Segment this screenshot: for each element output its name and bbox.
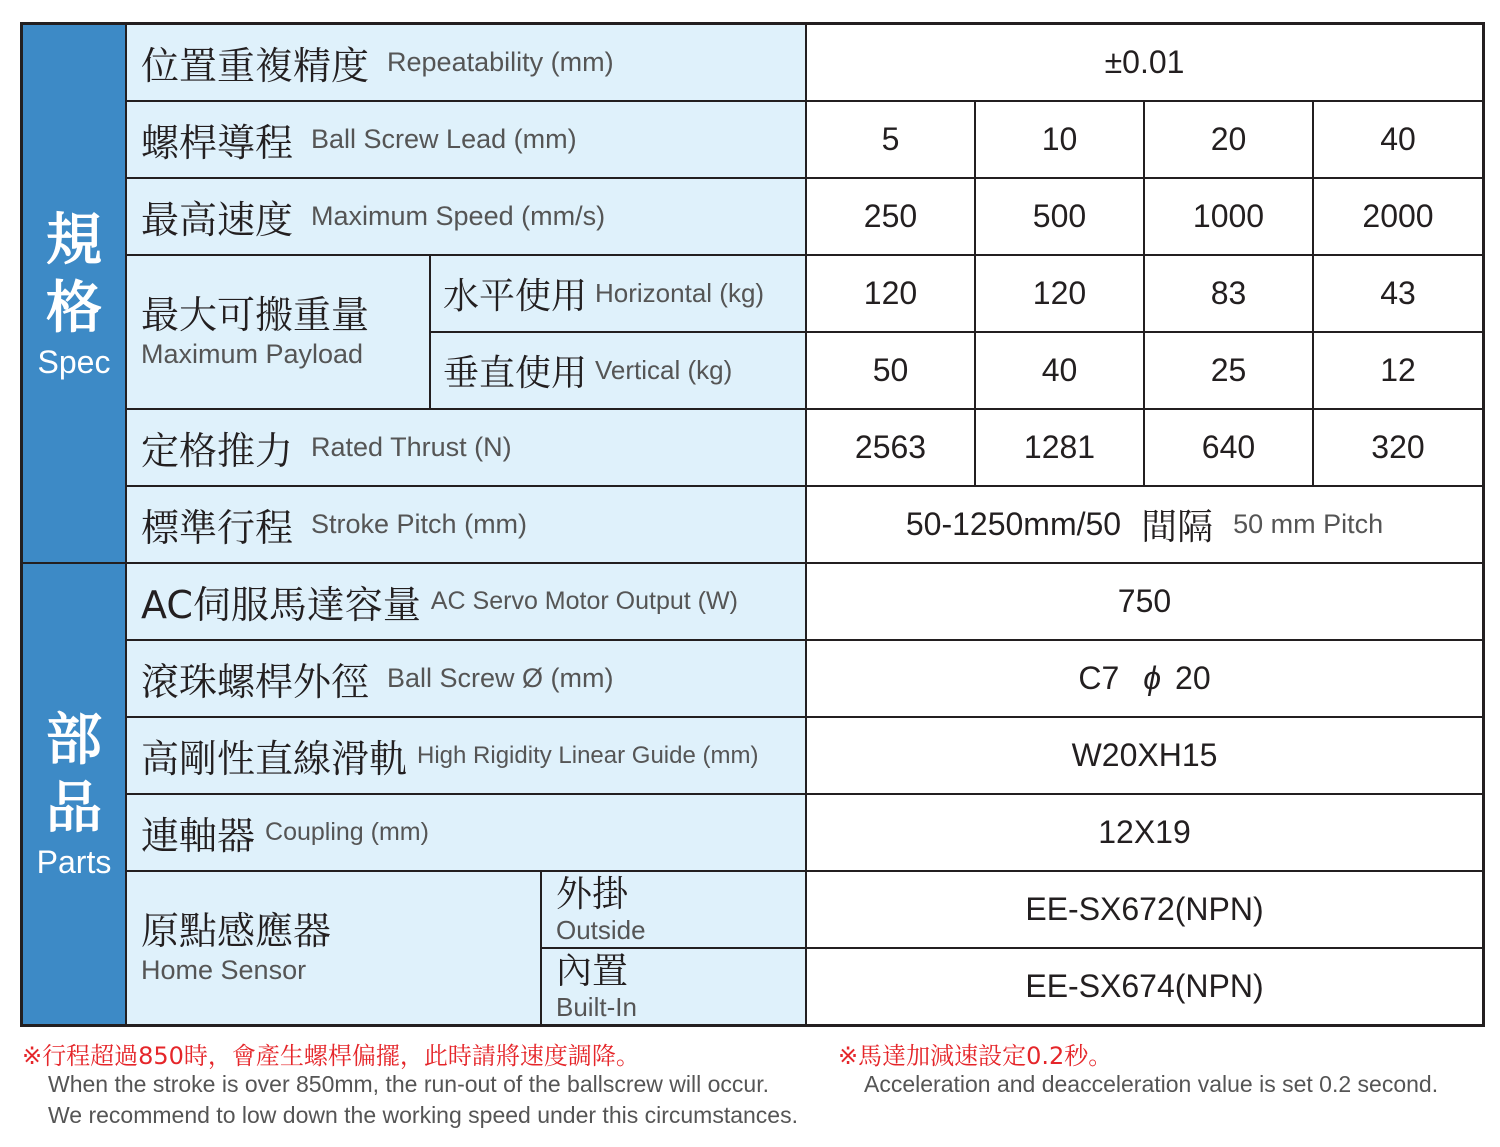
outside-zh: 外掛 <box>556 873 629 915</box>
section-parts-zh2: 品 <box>46 776 102 841</box>
section-parts-zh1: 部 <box>46 708 102 773</box>
horizontal-value: 120 <box>807 256 976 333</box>
row-lead-label <box>127 102 807 179</box>
payload-en: Maximum Payload <box>141 339 364 369</box>
stroke-value <box>807 487 1482 564</box>
stroke-value-en: 50 mm Pitch <box>1233 509 1384 539</box>
thrust-value: 640 <box>1145 410 1314 487</box>
motor-zh: AC伺服馬達容量 <box>141 583 421 627</box>
section-parts-en: Parts <box>36 844 112 880</box>
payload-zh: 最大可搬重量 <box>141 293 370 337</box>
ballscrew-value-grade: C7 <box>1078 660 1120 696</box>
coupling-zh: 連軸器 <box>141 814 256 858</box>
speed-en: Maximum Speed (mm/s) <box>311 201 606 231</box>
builtin-en: Built-In <box>556 991 637 1022</box>
stroke-value-main: 50-1250mm/50 <box>905 506 1122 542</box>
payload-horizontal-label <box>431 256 807 333</box>
repeatability-en: Repeatability (mm) <box>387 47 614 77</box>
lead-zh: 螺桿導程 <box>141 121 294 165</box>
row-speed-label <box>127 179 807 256</box>
vertical-value: 40 <box>976 333 1145 410</box>
note-stroke-en-2: We recommend to low down the working speed under this circumstances. <box>48 1102 798 1128</box>
sensor-builtin-label <box>542 949 807 1024</box>
stroke-en: Stroke Pitch (mm) <box>311 509 528 539</box>
ballscrew-value <box>807 641 1482 718</box>
horizontal-value: 83 <box>1145 256 1314 333</box>
stroke-zh: 標準行程 <box>141 506 294 550</box>
row-guide-label <box>127 718 807 795</box>
note-stroke-en-1: When the stroke is over 850mm, the run-out of the ballscrew will occur. <box>48 1071 769 1097</box>
row-coupling-label <box>127 795 807 872</box>
row-sensor-label <box>127 872 542 1024</box>
thrust-value: 1281 <box>976 410 1145 487</box>
row-thrust-label <box>127 410 807 487</box>
ballscrew-value-diameter: 20 <box>1175 660 1211 696</box>
horizontal-value: 43 <box>1314 256 1482 333</box>
note-accel-zh: ※馬達加減速設定0.2秒。 <box>838 1042 1113 1070</box>
sensor-zh: 原點感應器 <box>141 909 332 953</box>
sensor-builtin-value: EE-SX674(NPN) <box>1025 968 1264 1004</box>
thrust-zh: 定格推力 <box>141 429 294 473</box>
motor-value: 750 <box>807 564 1482 641</box>
vertical-zh: 垂直使用 <box>443 353 588 394</box>
row-repeatability-label <box>127 25 807 102</box>
thrust-en: Rated Thrust (N) <box>311 432 512 462</box>
section-spec-zh2: 格 <box>46 275 102 341</box>
lead-en: Ball Screw Lead (mm) <box>311 124 577 154</box>
vertical-value: 25 <box>1145 333 1314 410</box>
lead-value: 5 <box>807 102 976 179</box>
note-stroke-zh: ※行程超過850時，會產生螺桿偏擺，此時請將速度調降。 <box>22 1042 640 1070</box>
thrust-value: 320 <box>1314 410 1482 487</box>
speed-value: 250 <box>807 179 976 256</box>
row-stroke-label <box>127 487 807 564</box>
ballscrew-zh: 滾珠螺桿外徑 <box>141 660 370 704</box>
lead-value: 40 <box>1314 102 1482 179</box>
spec-table <box>20 22 1485 1027</box>
lead-value: 10 <box>976 102 1145 179</box>
horizontal-value: 120 <box>976 256 1145 333</box>
motor-en: AC Servo Motor Output (W) <box>430 587 738 615</box>
speed-value: 500 <box>976 179 1145 256</box>
guide-value: W20XH15 <box>807 718 1482 795</box>
section-spec <box>23 25 127 564</box>
section-spec-en: Spec <box>37 343 111 380</box>
vertical-value: 50 <box>807 333 976 410</box>
sensor-outside-value: EE-SX672(NPN) <box>807 872 1482 949</box>
section-parts <box>23 564 127 1024</box>
builtin-zh: 內置 <box>556 950 629 992</box>
row-ballscrew-label <box>127 641 807 718</box>
guide-zh: 高剛性直線滑軌 <box>141 737 408 781</box>
lead-value: 20 <box>1145 102 1314 179</box>
vertical-value: 12 <box>1314 333 1482 410</box>
guide-en: High Rigidity Linear Guide (mm) <box>417 741 759 769</box>
speed-value: 2000 <box>1314 179 1482 256</box>
horizontal-zh: 水平使用 <box>443 276 588 317</box>
outside-en: Outside <box>556 914 646 945</box>
payload-vertical-label <box>431 333 807 410</box>
stroke-value-zh: 間隔 <box>1141 506 1214 547</box>
note-accel-en: Acceleration and deacceleration value is set 0.2 second. <box>864 1071 1439 1097</box>
coupling-value: 12X19 <box>807 795 1482 872</box>
horizontal-en: Horizontal (kg) <box>595 278 765 308</box>
vertical-en: Vertical (kg) <box>595 355 733 385</box>
coupling-en: Coupling (mm) <box>265 818 429 846</box>
row-payload-label <box>127 256 431 410</box>
sensor-outside-label <box>542 872 807 949</box>
ballscrew-en: Ball Screw Ø (mm) <box>387 663 614 693</box>
speed-value: 1000 <box>1145 179 1314 256</box>
section-spec-zh1: 規 <box>46 207 102 273</box>
speed-zh: 最高速度 <box>141 198 294 242</box>
row-motor-label <box>127 564 807 641</box>
sensor-en: Home Sensor <box>141 955 307 985</box>
thrust-value: 2563 <box>807 410 976 487</box>
repeatability-zh: 位置重複精度 <box>141 44 370 88</box>
phi-icon: ϕ <box>1143 660 1162 696</box>
repeatability-value: ±0.01 <box>807 25 1482 102</box>
